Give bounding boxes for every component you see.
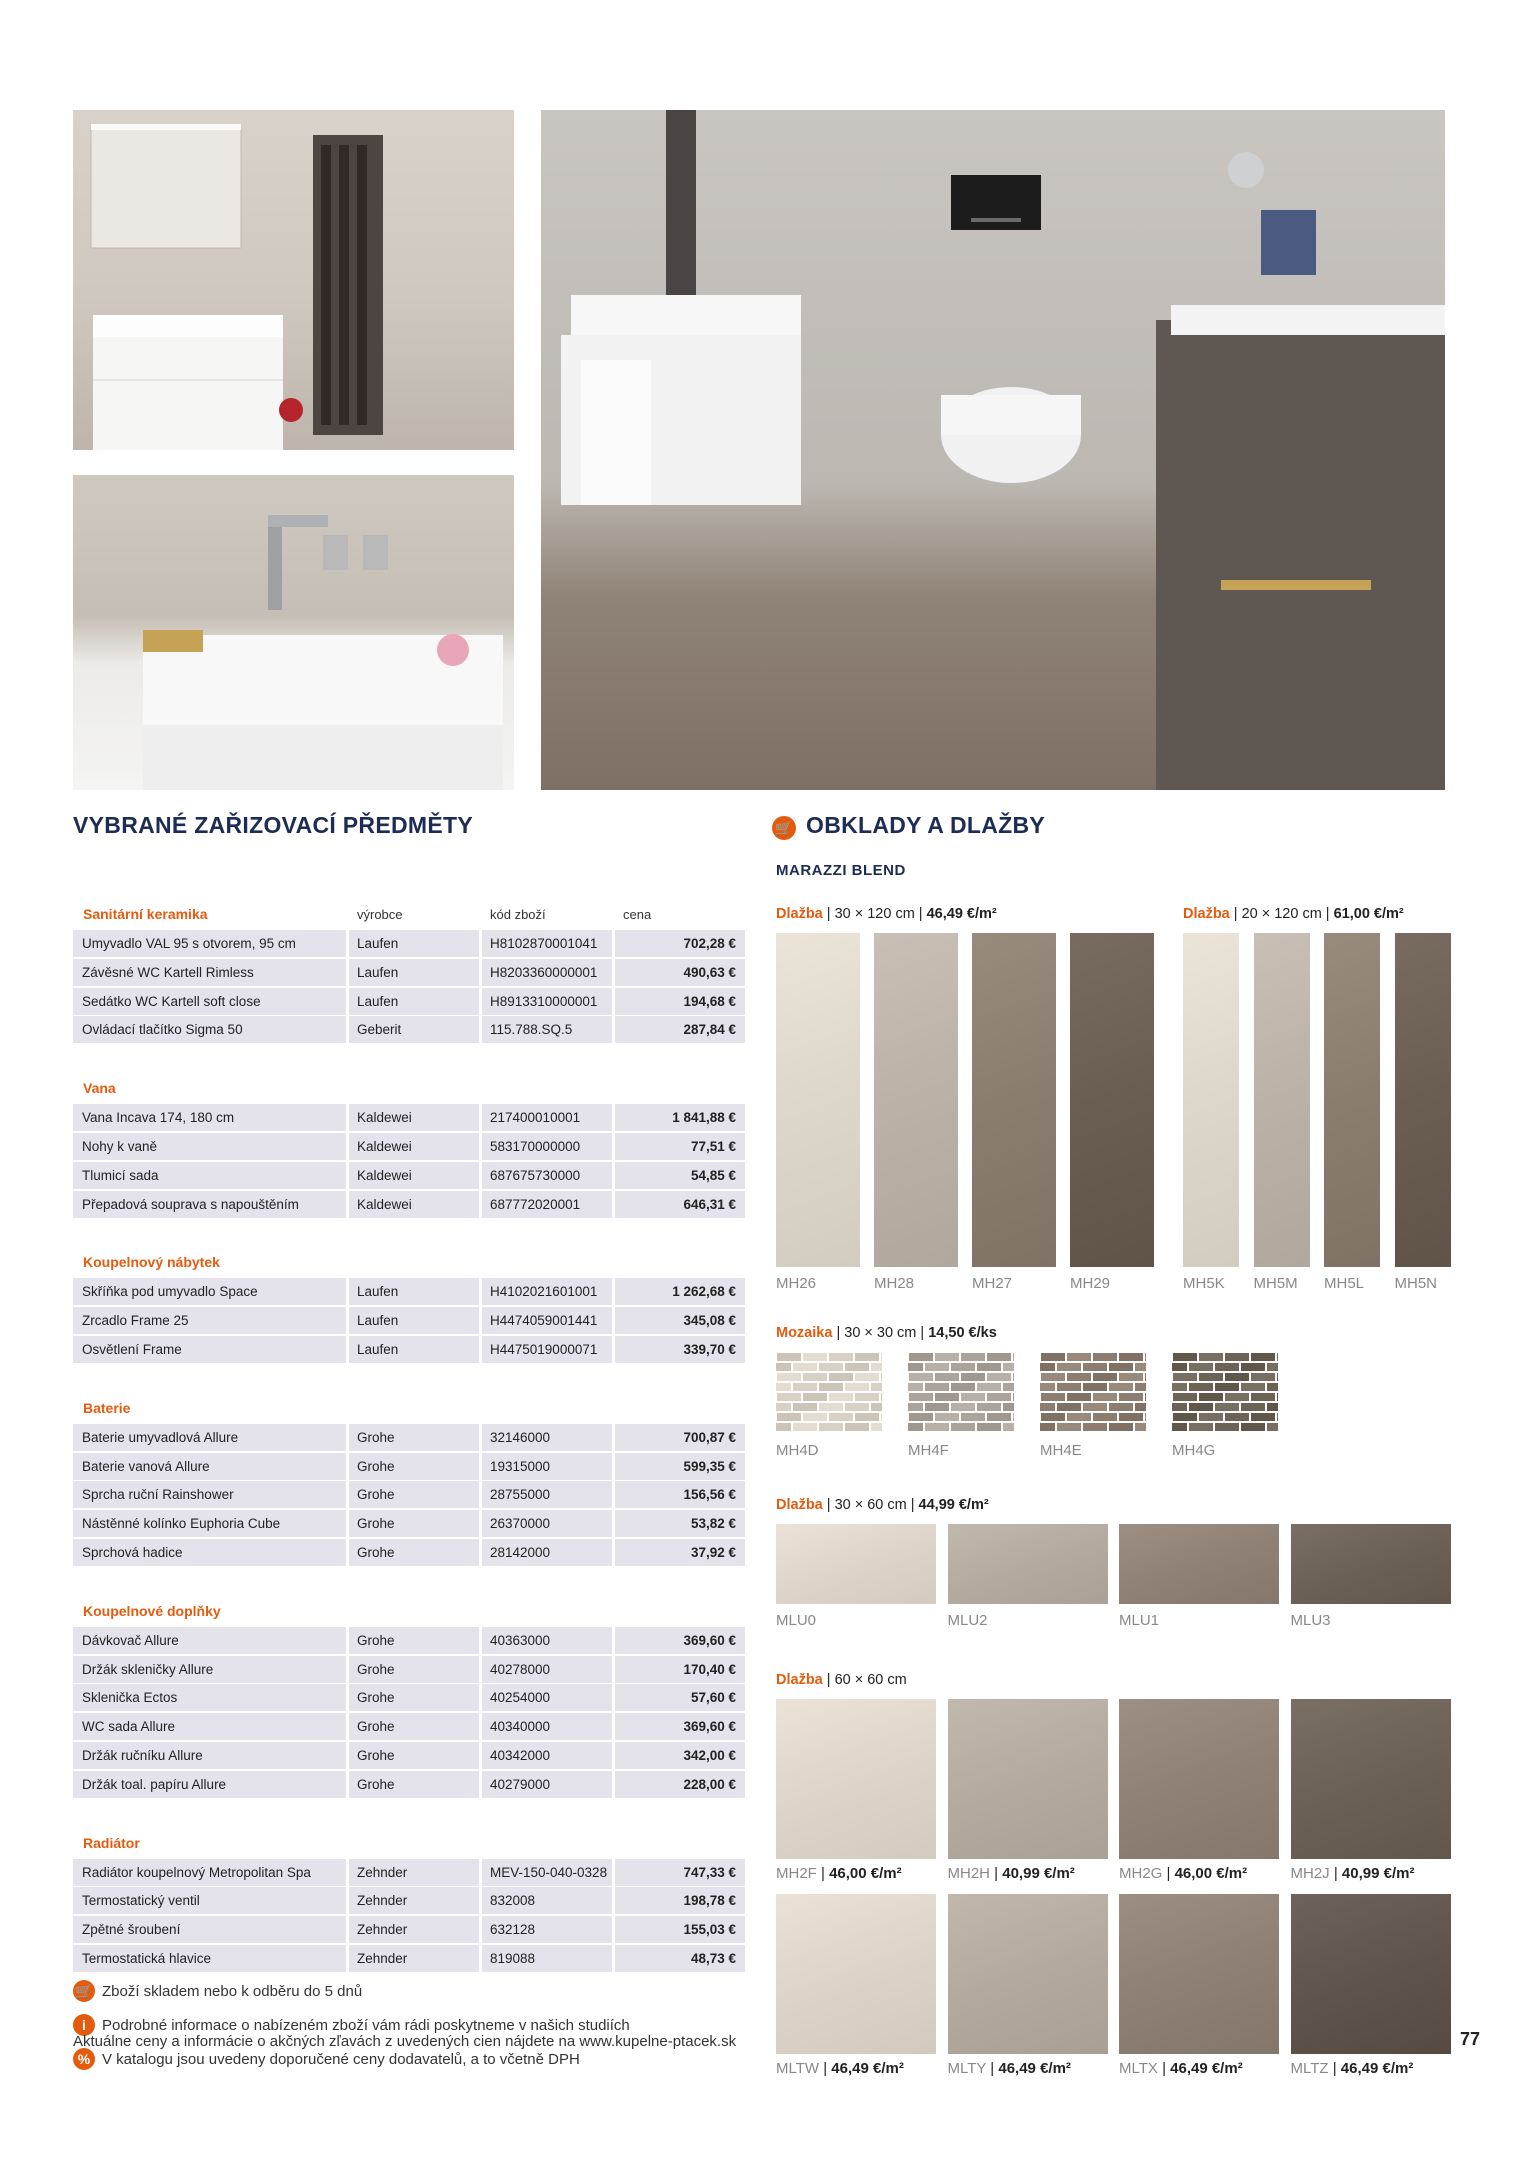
- tile-code-label: MLTZ | 46,49 €/m²: [1290, 2060, 1414, 2077]
- table-row: [73, 1684, 745, 1711]
- tile-code: MH26: [776, 1275, 817, 1292]
- column-header-price: cena: [623, 907, 652, 922]
- product-price: 369,60 €: [615, 1627, 745, 1654]
- tile-code: MH5M: [1253, 1275, 1298, 1292]
- product-name: Sprchová hadice: [73, 1539, 346, 1566]
- tile-code: MH4G: [1172, 1442, 1216, 1459]
- product-maker: Grohe: [349, 1539, 479, 1566]
- note-prices: V katalogu jsou uvedeny doporučené ceny dodavatelů, a to včetně DPH: [102, 2051, 580, 2068]
- bathroom-photo-mirror: [73, 110, 514, 450]
- product-name: Držák ručníku Allure: [73, 1742, 346, 1769]
- tile-price: 46,49 €/m²: [926, 906, 997, 922]
- tile-code: MLTY: [947, 2060, 987, 2077]
- tile-code-label: [1183, 1275, 1225, 1292]
- tile-code-label: MH2G | 46,00 €/m²: [1119, 1865, 1248, 1882]
- group-title: Sanitární keramika: [83, 906, 208, 922]
- product-price: 37,92 €: [615, 1539, 745, 1566]
- washbasin-photo: [73, 475, 514, 790]
- product-code: H4475019000071: [482, 1336, 612, 1363]
- product-name: Osvětlení Frame: [73, 1336, 346, 1363]
- tile-swatch: [972, 933, 1056, 1267]
- tile-code: MH2G: [1119, 1865, 1163, 1882]
- tile-code: MLU1: [1119, 1612, 1160, 1629]
- tile-code-label: [972, 1275, 1012, 1292]
- product-name: Baterie umyvadlová Allure: [73, 1424, 346, 1451]
- product-maker: Grohe: [349, 1656, 479, 1683]
- tile-code: MH5K: [1183, 1275, 1225, 1292]
- product-name: Termostatický ventil: [73, 1887, 346, 1914]
- product-code: 583170000000: [482, 1133, 612, 1160]
- tile-code-label: [1040, 1442, 1082, 1459]
- product-price: 747,33 €: [615, 1859, 745, 1886]
- product-price: 77,51 €: [615, 1133, 745, 1160]
- tile-code: MLU2: [947, 1612, 988, 1629]
- table-row: [73, 988, 745, 1015]
- table-row: [73, 1510, 745, 1537]
- product-name: Tlumicí sada: [73, 1162, 346, 1189]
- tile-price: 46,49 €/m²: [1340, 2060, 1414, 2077]
- product-maker: Zehnder: [349, 1859, 479, 1886]
- tile-swatch: [776, 1894, 936, 2054]
- tile-code: MH5N: [1394, 1275, 1438, 1292]
- tile-header-20x120: Dlažba | 20 × 120 cm | 61,00 €/m²: [1183, 906, 1404, 922]
- column-header-code: kód zboží: [490, 907, 546, 922]
- table-row: [73, 1713, 745, 1740]
- product-name: Sedátko WC Kartell soft close: [73, 988, 346, 1015]
- product-price: 155,03 €: [615, 1916, 745, 1943]
- footer-text: Aktuálne ceny a informácie o akčných zľavách z uvedených cien nájdete na www.kupelne-ptacek.sk: [73, 2033, 737, 2050]
- tile-code: MLTZ: [1290, 2060, 1329, 2077]
- tile-price: 44,99 €/m²: [918, 1497, 989, 1513]
- tile-header-60x60: Dlažba | 60 × 60 cm: [776, 1672, 907, 1688]
- product-code: H8203360000001: [482, 959, 612, 986]
- product-name: Baterie vanová Allure: [73, 1453, 346, 1480]
- bathroom-photo-mirror-art: [73, 110, 514, 450]
- product-name: Sklenička Ectos: [73, 1684, 346, 1711]
- tile-code: MH2J: [1290, 1865, 1330, 1882]
- product-price: 345,08 €: [615, 1307, 745, 1334]
- percent-icon: %: [73, 2048, 95, 2070]
- tile-code-label: [1070, 1275, 1110, 1292]
- product-maker: Grohe: [349, 1771, 479, 1798]
- product-name: Ovládací tlačítko Sigma 50: [73, 1016, 346, 1043]
- product-maker: Laufen: [349, 1307, 479, 1334]
- tile-code: MH28: [874, 1275, 915, 1292]
- product-price: 53,82 €: [615, 1510, 745, 1537]
- product-maker: Zehnder: [349, 1887, 479, 1914]
- tile-price: 46,49 €/m²: [831, 2060, 904, 2077]
- tile-code-label: [776, 1442, 819, 1459]
- product-code: 819088: [482, 1945, 612, 1972]
- product-name: Sprcha ruční Rainshower: [73, 1481, 346, 1508]
- tile-price: 46,00 €/m²: [1174, 1865, 1248, 1882]
- tile-size: 20 × 120 cm: [1241, 906, 1322, 922]
- series-title: MARAZZI BLEND: [776, 862, 906, 879]
- table-row: [73, 1336, 745, 1363]
- section-title-fixtures: VYBRANÉ ZAŘIZOVACÍ PŘEDMĚTY: [73, 812, 473, 838]
- product-price: 700,87 €: [615, 1424, 745, 1451]
- tile-code: MH4F: [908, 1442, 949, 1459]
- product-maker: Laufen: [349, 1336, 479, 1363]
- product-price: 646,31 €: [615, 1191, 745, 1218]
- product-price: 490,63 €: [615, 959, 745, 986]
- product-name: Nohy k vaně: [73, 1133, 346, 1160]
- product-code: 687772020001: [482, 1191, 612, 1218]
- tile-code-label: [948, 1612, 988, 1629]
- tile-code-label: [776, 1612, 816, 1629]
- tile-code-label: MLTW | 46,49 €/m²: [776, 2060, 904, 2077]
- product-price: 156,56 €: [615, 1481, 745, 1508]
- tile-code-label: [1172, 1442, 1215, 1459]
- tile-price: 46,49 €/m²: [998, 2060, 1071, 2077]
- table-row: [73, 1307, 745, 1334]
- product-price: 287,84 €: [615, 1016, 745, 1043]
- table-row: [73, 1539, 745, 1566]
- tile-code: MH4D: [776, 1442, 819, 1459]
- tile-code: MH5L: [1324, 1275, 1365, 1292]
- tile-swatch: [776, 1524, 936, 1604]
- product-maker: Laufen: [349, 1278, 479, 1305]
- product-name: Zrcadlo Frame 25: [73, 1307, 346, 1334]
- product-maker: Grohe: [349, 1481, 479, 1508]
- product-code: 40363000: [482, 1627, 612, 1654]
- product-maker: Laufen: [349, 959, 479, 986]
- tile-code: MLU3: [1290, 1612, 1331, 1629]
- product-price: 1 262,68 €: [615, 1278, 745, 1305]
- product-code: 28755000: [482, 1481, 612, 1508]
- cart-icon: 🛒: [772, 816, 796, 840]
- tile-code-label: MLTY | 46,49 €/m²: [947, 2060, 1071, 2077]
- bathroom-main-photo-art: [541, 110, 1445, 790]
- tile-code: MH4E: [1040, 1442, 1082, 1459]
- group-title: Vana: [83, 1080, 116, 1097]
- tile-code-label: MH2J | 40,99 €/m²: [1290, 1865, 1415, 1882]
- tile-swatch: [1183, 933, 1239, 1267]
- table-row: [73, 959, 745, 986]
- product-maker: Grohe: [349, 1453, 479, 1480]
- table-row: [73, 1162, 745, 1189]
- product-maker: Grohe: [349, 1684, 479, 1711]
- tile-type: Mozaika: [776, 1325, 833, 1341]
- product-price: 198,78 €: [615, 1887, 745, 1914]
- product-code: 28142000: [482, 1539, 612, 1566]
- tile-swatch: [908, 1352, 1014, 1432]
- product-name: WC sada Allure: [73, 1713, 346, 1740]
- product-code: 26370000: [482, 1510, 612, 1537]
- tile-swatch: [948, 1894, 1108, 2054]
- product-maker: Kaldewei: [349, 1162, 479, 1189]
- product-price: 48,73 €: [615, 1945, 745, 1972]
- tile-swatch: [1119, 1894, 1279, 2054]
- tile-code-label: [908, 1442, 949, 1459]
- product-name: Umyvadlo VAL 95 s otvorem, 95 cm: [73, 930, 346, 957]
- page-number: 77: [1460, 2029, 1481, 2049]
- product-code: H8913310000001: [482, 988, 612, 1015]
- product-code: MEV-150-040-0328: [482, 1859, 612, 1886]
- table-row: [73, 1481, 745, 1508]
- product-maker: Zehnder: [349, 1945, 479, 1972]
- tile-code-label: [1254, 1275, 1298, 1292]
- product-price: 599,35 €: [615, 1453, 745, 1480]
- tile-swatch: [948, 1699, 1108, 1859]
- tile-swatch: [1291, 1894, 1451, 2054]
- product-name: Držák skleničky Allure: [73, 1656, 346, 1683]
- product-code: 40279000: [482, 1771, 612, 1798]
- product-code: 687675730000: [482, 1162, 612, 1189]
- product-maker: Grohe: [349, 1742, 479, 1769]
- product-code: 115.788.SQ.5: [482, 1016, 612, 1043]
- table-row: [73, 1016, 745, 1043]
- group-title: Koupelnové doplňky: [83, 1602, 221, 1619]
- product-maker: Laufen: [349, 930, 479, 957]
- table-row: [73, 1453, 745, 1480]
- tile-type: Dlažba: [776, 906, 823, 922]
- table-row: [73, 1742, 745, 1769]
- table-row: [73, 1424, 745, 1451]
- product-code: H4474059001441: [482, 1307, 612, 1334]
- bathroom-main-photo: [541, 110, 1445, 790]
- product-code: 40278000: [482, 1656, 612, 1683]
- product-name: Termostatická hlavice: [73, 1945, 346, 1972]
- tile-code-label: MH2H | 40,99 €/m²: [947, 1865, 1075, 1882]
- product-name: Závěsné WC Kartell Rimless: [73, 959, 346, 986]
- table-row: [73, 1771, 745, 1798]
- product-code: 40342000: [482, 1742, 612, 1769]
- tile-header-30x60: Dlažba | 30 × 60 cm | 44,99 €/m²: [776, 1497, 989, 1513]
- tile-type: Dlažba: [1183, 906, 1230, 922]
- product-price: 228,00 €: [615, 1771, 745, 1798]
- tile-type: Dlažba: [776, 1672, 823, 1688]
- tile-size: 30 × 120 cm: [834, 906, 915, 922]
- tile-swatch: [874, 933, 958, 1267]
- tile-code-label: [1324, 1275, 1364, 1292]
- product-code: 40340000: [482, 1713, 612, 1740]
- tile-code: MH2H: [947, 1865, 991, 1882]
- tile-code-label: [1119, 1612, 1159, 1629]
- tile-swatch: [776, 1352, 882, 1432]
- group-title: Radiátor: [83, 1834, 140, 1851]
- product-price: 342,00 €: [615, 1742, 745, 1769]
- cart-icon: 🛒: [73, 1980, 95, 2002]
- product-code: 40254000: [482, 1684, 612, 1711]
- table-row: [73, 930, 745, 957]
- tile-size: 30 × 60 cm: [834, 1497, 907, 1513]
- product-maker: Kaldewei: [349, 1191, 479, 1218]
- product-name: Přepadová souprava s napouštěním: [73, 1191, 346, 1218]
- product-price: 54,85 €: [615, 1162, 745, 1189]
- tile-code: MH29: [1070, 1275, 1111, 1292]
- tile-price: 14,50 €/ks: [928, 1325, 997, 1341]
- tile-type: Dlažba: [776, 1497, 823, 1513]
- tile-code-label: MH2F | 46,00 €/m²: [776, 1865, 902, 1882]
- product-name: Držák toal. papíru Allure: [73, 1771, 346, 1798]
- product-price: 369,60 €: [615, 1713, 745, 1740]
- note-stock: Zboží skladem nebo k odběru do 5 dnů: [102, 1983, 363, 2000]
- product-code: 217400010001: [482, 1104, 612, 1131]
- tile-code-label: [1291, 1612, 1331, 1629]
- product-maker: Kaldewei: [349, 1133, 479, 1160]
- product-maker: Laufen: [349, 988, 479, 1015]
- tile-swatch: [1040, 1352, 1146, 1432]
- tile-swatch: [1254, 933, 1310, 1267]
- product-maker: Geberit: [349, 1016, 479, 1043]
- product-maker: Zehnder: [349, 1916, 479, 1943]
- table-row: [73, 1916, 745, 1943]
- note-info: Podrobné informace o nabízeném zboží vám rádi poskytneme v našich studiích: [102, 2017, 630, 2034]
- tile-size: 60 × 60 cm: [834, 1672, 907, 1688]
- product-price: 702,28 €: [615, 930, 745, 957]
- tile-header-mozaika: Mozaika | 30 × 30 cm | 14,50 €/ks: [776, 1325, 997, 1341]
- table-row: [73, 1104, 745, 1131]
- column-header-maker: výrobce: [357, 907, 403, 922]
- product-code: 32146000: [482, 1424, 612, 1451]
- tile-code-label: MLTX | 46,49 €/m²: [1119, 2060, 1243, 2077]
- product-price: 170,40 €: [615, 1656, 745, 1683]
- table-row: [73, 1191, 745, 1218]
- product-code: H4102021601001: [482, 1278, 612, 1305]
- product-name: Vana Incava 174, 180 cm: [73, 1104, 346, 1131]
- product-price: 1 841,88 €: [615, 1104, 745, 1131]
- table-row: [73, 1887, 745, 1914]
- tile-header-30x120: Dlažba | 30 × 120 cm | 46,49 €/m²: [776, 906, 997, 922]
- tile-code: MH27: [972, 1275, 1013, 1292]
- table-row: [73, 1656, 745, 1683]
- tile-swatch: [1291, 1524, 1451, 1604]
- tile-swatch: [776, 1699, 936, 1859]
- tile-code: MLTX: [1119, 2060, 1158, 2077]
- tile-price: 40,99 €/m²: [1002, 1865, 1075, 1882]
- table-row: [73, 1859, 745, 1886]
- product-name: Zpětné šroubení: [73, 1916, 346, 1943]
- tile-code-label: [776, 1275, 816, 1292]
- washbasin-photo-art: [73, 475, 514, 790]
- tile-swatch: [1324, 933, 1380, 1267]
- table-row: [73, 1278, 745, 1305]
- product-name: Nástěnné kolínko Euphoria Cube: [73, 1510, 346, 1537]
- tile-swatch: [1119, 1699, 1279, 1859]
- tile-code: MH2F: [776, 1865, 817, 1882]
- tile-swatch: [1291, 1699, 1451, 1859]
- tile-swatch: [948, 1524, 1108, 1604]
- tile-price: 46,49 €/m²: [1170, 2060, 1243, 2077]
- tile-code-label: [874, 1275, 914, 1292]
- product-code: 832008: [482, 1887, 612, 1914]
- group-title: Koupelnový nábytek: [83, 1254, 220, 1271]
- tile-price: 40,99 €/m²: [1341, 1865, 1415, 1882]
- product-maker: Grohe: [349, 1713, 479, 1740]
- product-maker: Grohe: [349, 1627, 479, 1654]
- product-price: 57,60 €: [615, 1684, 745, 1711]
- table-row: [73, 1627, 745, 1654]
- product-maker: Kaldewei: [349, 1104, 479, 1131]
- product-code: 632128: [482, 1916, 612, 1943]
- tile-swatch: [1070, 933, 1154, 1267]
- tile-swatch: [776, 933, 860, 1267]
- tile-code-label: [1395, 1275, 1438, 1292]
- tile-swatch: [1119, 1524, 1279, 1604]
- tile-code: MLTW: [776, 2060, 820, 2077]
- product-code: 19315000: [482, 1453, 612, 1480]
- table-row: [73, 1133, 745, 1160]
- section-title-tiles: OBKLADY A DLAŽBY: [806, 812, 1046, 838]
- product-price: 339,70 €: [615, 1336, 745, 1363]
- product-maker: Grohe: [349, 1510, 479, 1537]
- tile-price: 46,00 €/m²: [829, 1865, 902, 1882]
- product-name: Radiátor koupelnový Metropolitan Spa: [73, 1859, 346, 1886]
- tile-swatch: [1172, 1352, 1278, 1432]
- product-name: Skříňka pod umyvadlo Space: [73, 1278, 346, 1305]
- tile-code: MLU0: [776, 1612, 817, 1629]
- tile-swatch: [1395, 933, 1451, 1267]
- product-name: Dávkovač Allure: [73, 1627, 346, 1654]
- product-code: H8102870001041: [482, 930, 612, 957]
- table-row: [73, 1945, 745, 1972]
- product-maker: Grohe: [349, 1424, 479, 1451]
- group-title: Baterie: [83, 1399, 131, 1416]
- product-price: 194,68 €: [615, 988, 745, 1015]
- tile-price: 61,00 €/m²: [1333, 906, 1404, 922]
- tile-size: 30 × 30 cm: [844, 1325, 917, 1341]
- info-icon: i: [73, 2014, 95, 2036]
